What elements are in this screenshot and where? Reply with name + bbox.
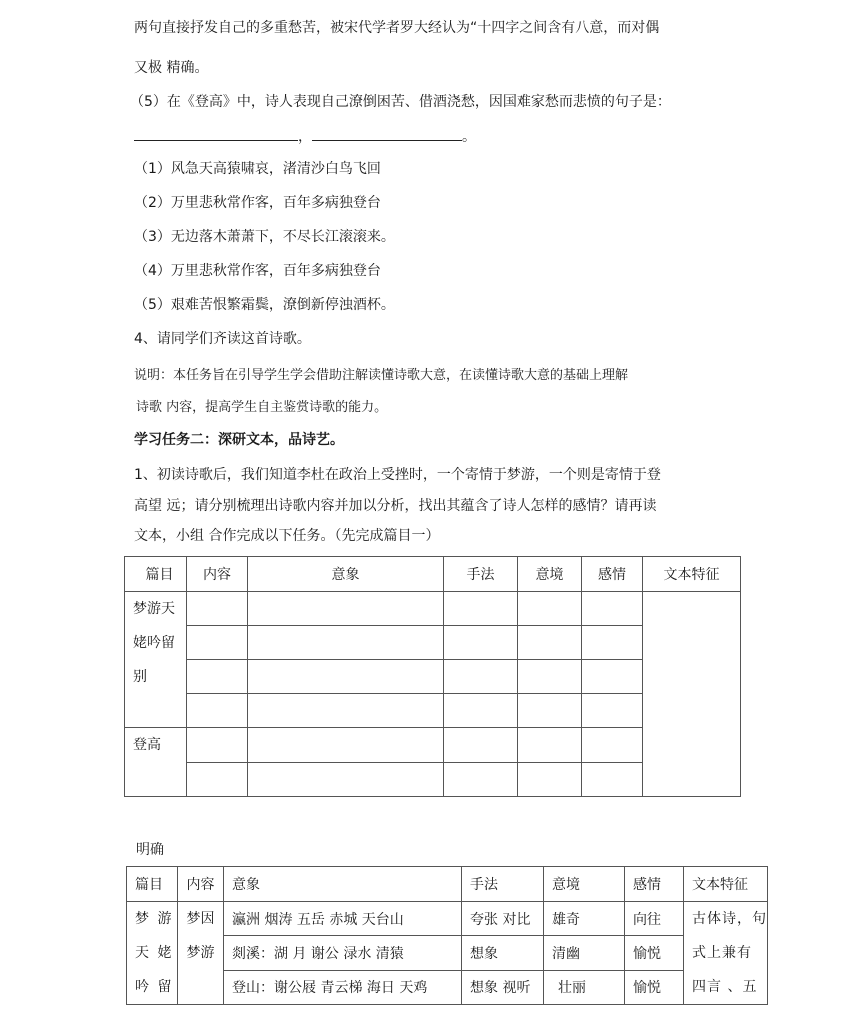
empty-cell[interactable] — [582, 660, 643, 694]
empty-cell[interactable] — [582, 592, 643, 626]
col-header-feature: 文本特征 — [643, 557, 741, 592]
task-2-line: 1、初读诗歌后，我们知道李杜在政治上受挫时，一个寄情于梦游，一个则是寄情于登 — [134, 467, 661, 483]
col-header-imagery: 意象 — [224, 867, 462, 902]
task-2-heading: 学习任务二：深研文本，品诗艺。 — [134, 432, 344, 448]
empty-cell[interactable] — [518, 592, 582, 626]
col-header-content: 内容 — [178, 867, 224, 902]
table-row — [127, 970, 768, 1004]
empty-cell[interactable] — [187, 694, 248, 728]
col-header-feature: 文本特征 — [684, 867, 768, 902]
worksheet-table — [124, 556, 741, 797]
table-row — [127, 936, 768, 970]
empty-cell[interactable] — [187, 763, 248, 797]
col-header-emotion: 感情 — [582, 557, 643, 592]
empty-cell[interactable] — [518, 763, 582, 797]
task-2-line: 文本，小组 合作完成以下任务。（先完成篇目一） — [134, 528, 440, 544]
table-header-row — [127, 867, 768, 902]
answer-blank-2 — [312, 126, 462, 141]
mood-cell: 雄奇 — [544, 902, 625, 936]
imagery-cell: 瀛洲 烟涛 五岳 赤城 天台山 — [224, 902, 462, 936]
content-line: 梦因 — [186, 911, 215, 927]
table-row — [125, 592, 741, 626]
row-title-mengyou — [125, 592, 187, 728]
blank-end: 。 — [462, 129, 476, 145]
imagery-cell: 剡溪：湖 月 谢公 渌水 清猿 — [224, 936, 462, 970]
empty-cell[interactable] — [444, 728, 518, 763]
empty-cell[interactable] — [187, 592, 248, 626]
blank-separator: ， — [298, 129, 312, 145]
title-line: 登高 — [133, 737, 161, 753]
table-row — [127, 902, 768, 936]
technique-cell: 想象 — [462, 936, 544, 970]
empty-cell[interactable] — [518, 694, 582, 728]
feature-line: 式上兼有 — [692, 945, 752, 961]
item-4: 4、请同学们齐读这首诗歌。 — [134, 331, 311, 347]
technique-cell: 想象 视听 — [462, 970, 544, 1004]
empty-cell[interactable] — [582, 694, 643, 728]
col-header-technique: 手法 — [462, 867, 544, 902]
empty-cell[interactable] — [518, 626, 582, 660]
empty-cell[interactable] — [187, 660, 248, 694]
title-line: 吟 留 — [135, 979, 174, 995]
feature-cell — [684, 902, 768, 1005]
mood-cell: 壮丽 — [544, 970, 625, 1004]
emotion-cell: 向往 — [625, 902, 684, 936]
col-header-title: 篇目 — [127, 867, 178, 902]
empty-cell[interactable] — [444, 592, 518, 626]
content-cell — [178, 970, 224, 1004]
col-header-emotion: 感情 — [625, 867, 684, 902]
empty-cell[interactable] — [444, 626, 518, 660]
content-cell — [178, 902, 224, 971]
col-header-technique: 手法 — [444, 557, 518, 592]
col-header-title: 篇目 — [125, 557, 187, 592]
empty-cell[interactable] — [518, 728, 582, 763]
technique-cell: 夸张 对比 — [462, 902, 544, 936]
empty-cell[interactable] — [518, 660, 582, 694]
col-header-mood: 意境 — [518, 557, 582, 592]
empty-cell[interactable] — [248, 728, 444, 763]
title-line: 梦游天 — [133, 601, 175, 617]
question-5: （5）在《登高》中，诗人表现自己潦倒困苦、借酒浇愁，因国难家愁而悲愤的句子是： — [130, 94, 671, 110]
paragraph-line: 两句直接抒发自己的多重愁苦，被宋代学者罗大经认为“十四字之间含有八意，而对偶 — [134, 20, 660, 36]
note-line: 说明：本任务旨在引导学生学会借助注解读懂诗歌大意，在读懂诗歌大意的基础上理解 — [134, 368, 629, 383]
title-line: 别 — [133, 669, 147, 685]
row-title-denggao — [125, 728, 187, 797]
empty-cell[interactable] — [248, 763, 444, 797]
imagery-cell: 登山：谢公屐 青云梯 海日 天鸡 — [224, 970, 462, 1004]
answer-item: （1）风急天高猿啸哀，渚清沙白鸟飞回 — [134, 161, 381, 177]
task-2-line: 高望 远；请分别梳理出诗歌内容并加以分析，找出其蕴含了诗人怎样的感情？请再读 — [134, 498, 657, 514]
emotion-cell: 愉悦 — [625, 936, 684, 970]
col-header-imagery: 意象 — [248, 557, 444, 592]
answer-table — [126, 866, 768, 1005]
empty-cell[interactable] — [582, 763, 643, 797]
empty-cell[interactable] — [582, 626, 643, 660]
empty-cell[interactable] — [444, 763, 518, 797]
empty-cell[interactable] — [187, 728, 248, 763]
empty-cell[interactable] — [582, 728, 643, 763]
empty-cell[interactable] — [248, 660, 444, 694]
fill-in-blanks — [134, 126, 476, 147]
emotion-cell: 愉悦 — [625, 970, 684, 1004]
empty-cell[interactable] — [248, 592, 444, 626]
empty-cell[interactable] — [187, 626, 248, 660]
mingque-label: 明确 — [136, 842, 164, 858]
answer-item: （2）万里悲秋常作客，百年多病独登台 — [134, 195, 381, 211]
empty-cell[interactable] — [444, 694, 518, 728]
feature-line: 四言 、五 — [692, 979, 758, 995]
feature-line: 古体诗，句 — [692, 911, 767, 927]
empty-cell[interactable] — [643, 592, 741, 797]
title-line: 梦 游 — [135, 911, 174, 927]
paragraph-line: 又极 精确。 — [134, 60, 209, 76]
answer-item: （3）无边落木萧萧下，不尽长江滚滚来。 — [134, 229, 395, 245]
title-line: 天 姥 — [135, 945, 174, 961]
col-header-content: 内容 — [187, 557, 248, 592]
mood-cell: 清幽 — [544, 936, 625, 970]
empty-cell[interactable] — [248, 694, 444, 728]
note-line: 诗歌 内容，提高学生自主鉴赏诗歌的能力。 — [136, 400, 388, 415]
empty-cell[interactable] — [444, 660, 518, 694]
answer-blank-1 — [134, 126, 298, 141]
content-line: 梦游 — [186, 945, 215, 961]
answer-item: （4）万里悲秋常作客，百年多病独登台 — [134, 263, 381, 279]
col-header-mood: 意境 — [544, 867, 625, 902]
title-line: 姥吟留 — [133, 635, 175, 651]
answer-item: （5）艰难苦恨繁霜鬓，潦倒新停浊酒杯。 — [134, 297, 395, 313]
empty-cell[interactable] — [248, 626, 444, 660]
row-title-mengyou — [127, 902, 178, 1005]
table-header-row — [125, 557, 741, 592]
